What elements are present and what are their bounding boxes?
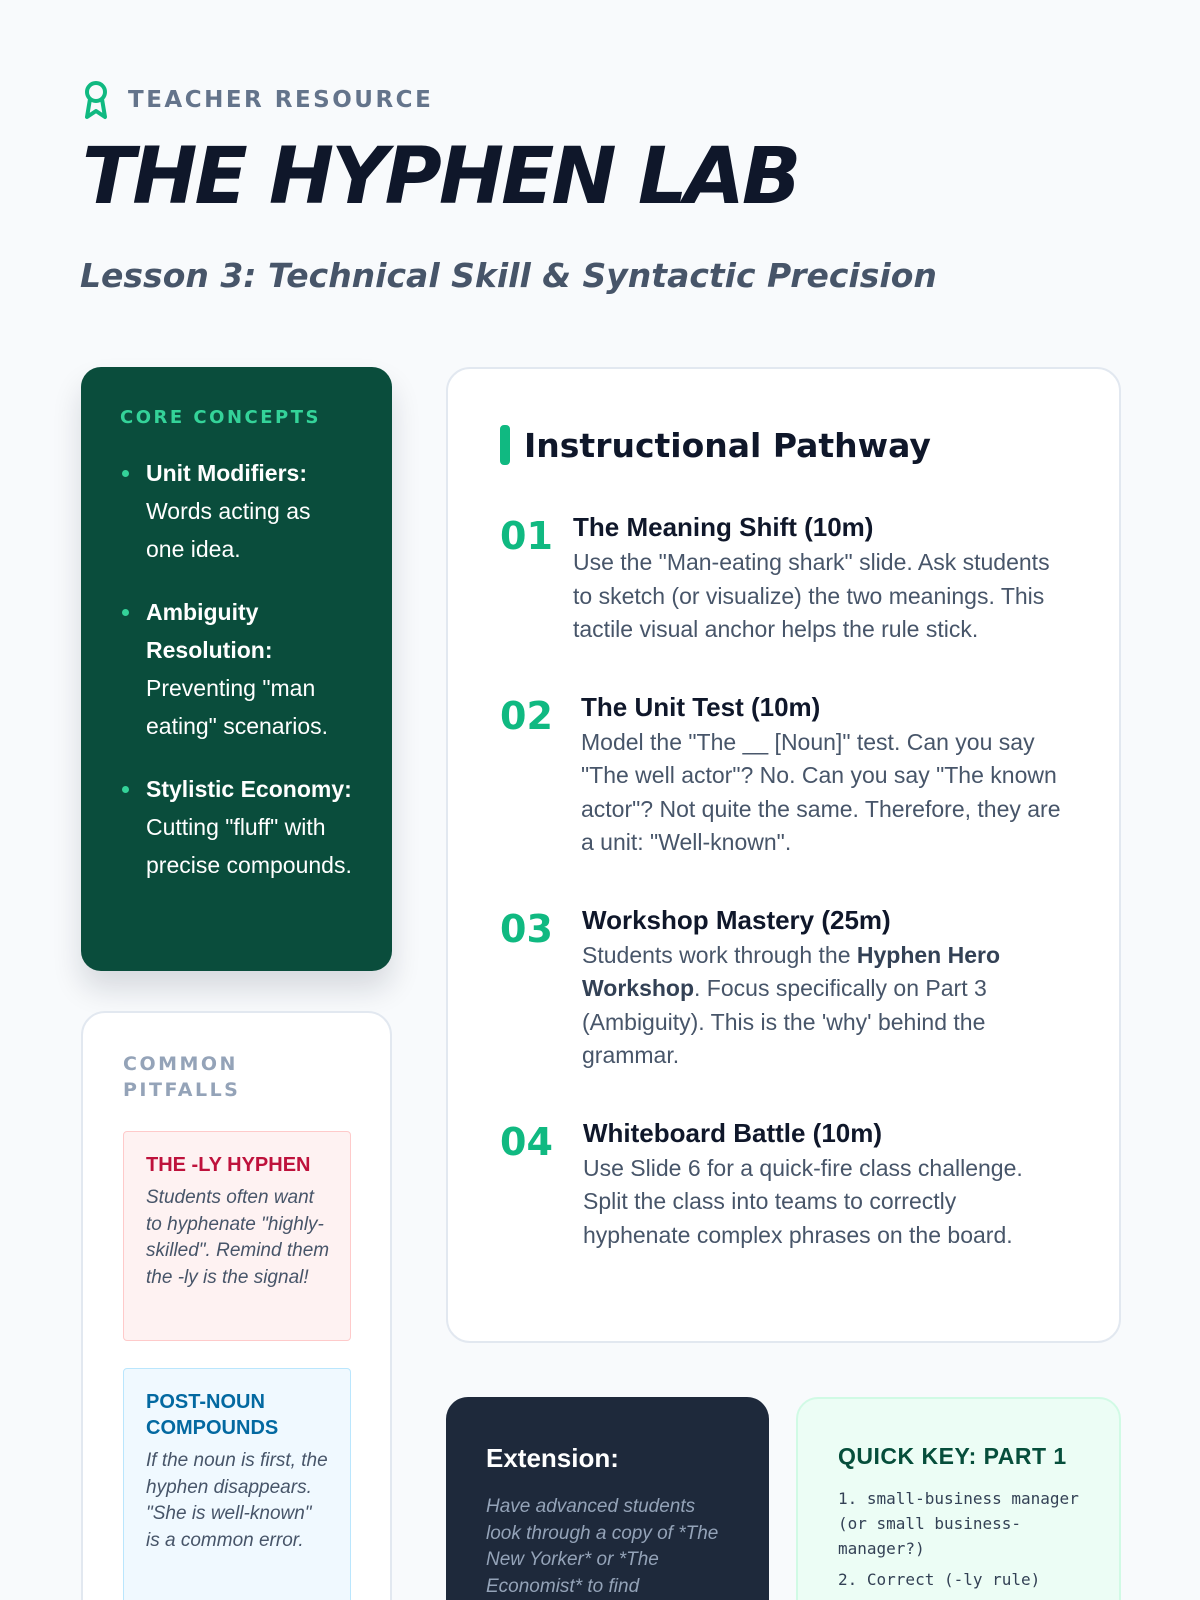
common-pitfalls-card (81, 1011, 392, 1600)
concept-term: Ambiguity Resolution: (146, 599, 273, 663)
core-concepts-label: CORE CONCEPTS (120, 407, 321, 428)
pathway-step (500, 904, 1067, 1073)
extension-text: Have advanced students look through a copy of *The New Yorker* or *The Economist* to find (486, 1496, 719, 1597)
pathway-title: Instructional Pathway (524, 425, 931, 465)
step-body (573, 511, 1067, 647)
pitfall-card-ly-hyphen (123, 1131, 351, 1341)
page-subtitle: Lesson 3: Technical Skill & Syntactic Precision (80, 256, 937, 295)
step-body (582, 904, 1067, 1073)
workshop-link-text: Hyphen Hero Workshop (582, 941, 1001, 1001)
concept-text: Preventing "man eating" scenarios. (146, 675, 329, 739)
step-title: Whiteboard Battle (10m) (583, 1117, 883, 1148)
step-body (581, 691, 1067, 860)
award-ribbon-icon (82, 80, 110, 120)
step-text (582, 939, 1067, 1073)
core-concepts-list (120, 454, 354, 884)
core-concepts-card (81, 367, 392, 971)
step-number: 03 (500, 906, 553, 951)
step-text: Model the "The __ [Noun]" test. Can you say "The well actor"? No. Can you say "The known actor"? Not quite the same. Therefore, they are a unit: "Well-known". (581, 728, 1061, 855)
quick-key-card (796, 1397, 1121, 1600)
pathway-step (500, 691, 1067, 860)
common-pitfalls-label: COMMON PITFALLS (123, 1053, 241, 1101)
pitfall-card-post-noun (123, 1368, 351, 1600)
step-number: 04 (500, 1119, 553, 1164)
step-text: Use Slide 6 for a quick-fire class challenge. Split the class into teams to correctly hyphenate complex phrases on the board. (583, 1154, 1023, 1248)
concept-text: Words acting as one idea. (146, 498, 311, 562)
step-number: 01 (500, 514, 553, 558)
page-header (82, 80, 1122, 295)
step-title: The Meaning Shift (10m) (573, 512, 874, 542)
list-item: 2. Correct (-ly rule) (838, 1570, 1041, 1589)
list-item (120, 593, 354, 745)
pitfall-title: THE -LY HYPHEN (146, 1154, 311, 1176)
step-number: 02 (500, 693, 553, 738)
step-body (583, 1117, 1067, 1253)
bullet-dot (122, 609, 129, 616)
concept-term: Unit Modifiers: (146, 460, 307, 486)
concept-text: Cutting "fluff" with precise compounds. (146, 814, 352, 878)
bullet-dot (122, 786, 129, 793)
accent-bar (500, 425, 510, 465)
extension-title: Extension: (486, 1443, 619, 1473)
page-title: THE HYPHEN LAB (82, 132, 799, 222)
bullet-dot (122, 470, 129, 477)
quick-key-title: QUICK KEY: PART 1 (838, 1443, 1067, 1469)
pitfall-text: If the noun is first, the hyphen disappears. "She is well-known" is a common error. (146, 1450, 328, 1551)
quick-key-list (838, 1486, 1081, 1592)
instructional-pathway-card (446, 367, 1121, 1343)
pitfall-text: Students often want to hyphenate "highly-skilled". Remind them the -ly is the signal! (146, 1187, 330, 1288)
extension-card (446, 1397, 769, 1600)
pathway-heading (500, 425, 1067, 465)
pathway-step (500, 511, 1067, 647)
pathway-step (500, 1117, 1067, 1253)
step-text: Use the "Man-eating shark" slide. Ask students to sketch (or visualize) the two meanings. This tactile visual anchor helps the rule stick. (573, 549, 1050, 642)
step-text-part: . Focus specifically on Part 3 (Ambiguity). This is the 'why' behind the grammar. (582, 975, 987, 1068)
eyebrow-label: TEACHER RESOURCE (128, 87, 434, 113)
pitfall-title: POST-NOUN COMPOUNDS (146, 1391, 279, 1439)
list-item: 1. small-business manager (or small business-manager?) (838, 1489, 1079, 1558)
concept-term: Stylistic Economy: (146, 776, 352, 802)
step-title: The Unit Test (10m) (581, 691, 821, 722)
list-item (120, 770, 354, 884)
step-title: Workshop Mastery (25m) (582, 904, 891, 935)
eyebrow (82, 80, 1122, 120)
list-item (120, 454, 354, 568)
step-text-part: Students work through the (582, 941, 857, 968)
